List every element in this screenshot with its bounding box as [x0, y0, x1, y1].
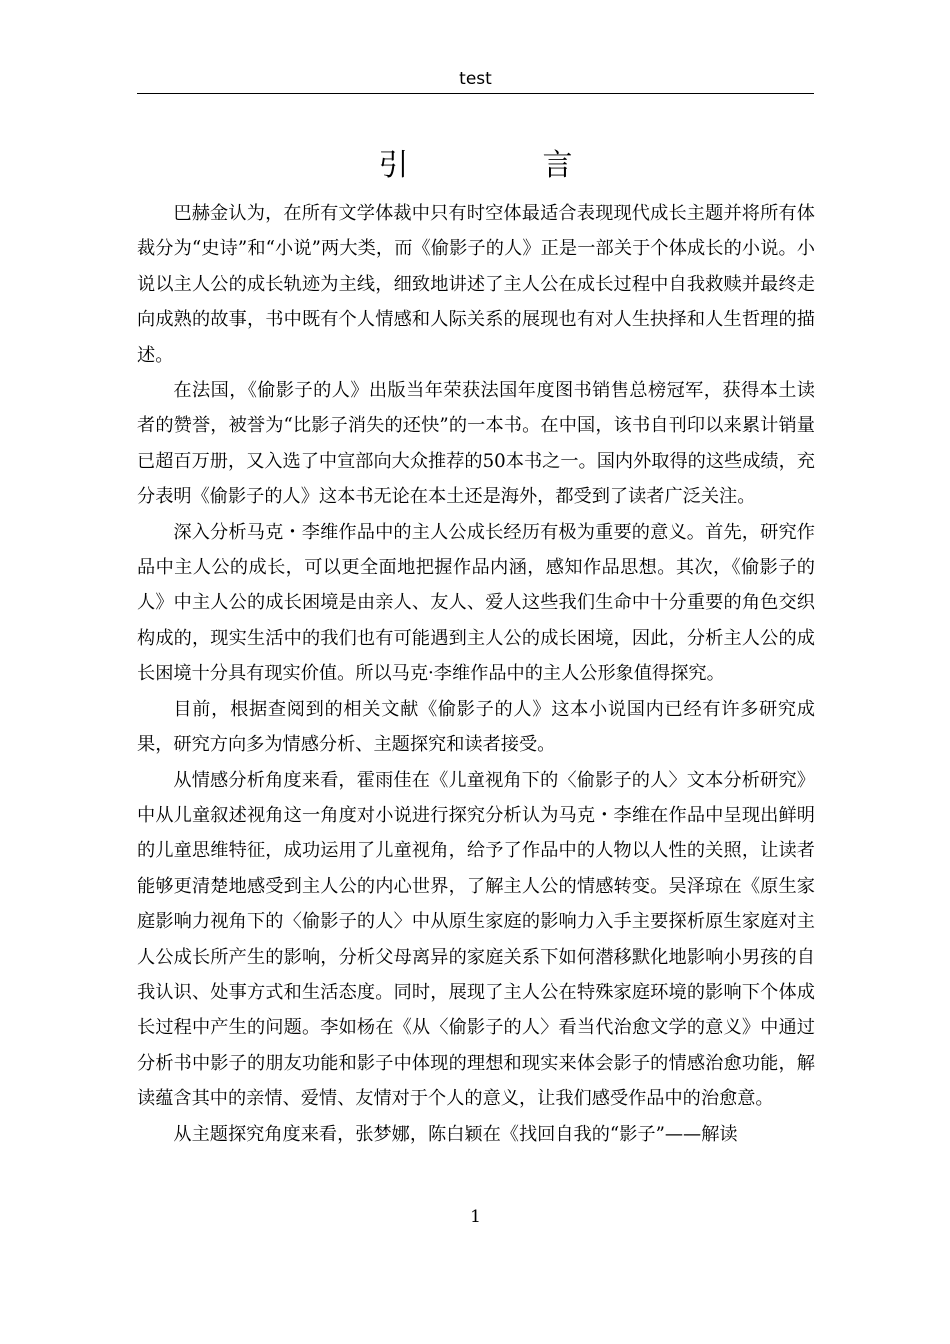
paragraph: 在法国，《偷影子的人》出版当年荣获法国年度图书销售总榜冠军，获得本土读者的赞誉，被誉为“比影子消失的还快”的一本书。在中国，该书自刊印以来累计销量已超百万册，又入选了中宣部向大众推荐的50本书之一。国内外取得的这些成绩，充分表明《偷影子的人》这本书无论在本土还是海外，都受到了读者广泛关注。 — [137, 380, 815, 508]
body-text — [137, 196, 815, 1152]
paragraph: 从主题探究角度来看，张梦娜，陈白颖在《找回自我的“影子”——解读 — [173, 1123, 738, 1145]
paragraph: 巴赫金认为，在所有文学体裁中只有时空体最适合表现现代成长主题并将所有体裁分为“史诗”和“小说”两大类，而《偷影子的人》正是一部关于个体成长的小说。小说以主人公的成长轨迹为主线，细致地讲述了主人公在成长过程中自我救赎并最终走向成熟的故事，书中既有个人情感和人际关系的展现也有对人生抉择和人生哲理的描述。 — [137, 203, 815, 366]
page-number: 1 — [470, 1207, 481, 1227]
paragraph: 深入分析马克・李维作品中的主人公成长经历有极为重要的意义。首先，研究作品中主人公的成长，可以更全面地把握作品内涵，感知作品思想。其次，《偷影子的人》中主人公的成长困境是由亲人、友人、爱人这些我们生命中十分重要的角色交织构成的，现实生活中的我们也有可能遇到主人公的成长困境，因此，分析主人公的成长困境十分具有现实价值。所以马克·李维作品中的主人公形象值得探究。 — [137, 521, 815, 685]
header-text: test — [459, 69, 492, 89]
paragraph: 从情感分析角度来看，霍雨佳在《儿童视角下的〈偷影子的人〉文本分析研究》中从儿童叙述视角这一角度对小说进行探究分析认为马克・李维在作品中呈现出鲜明的儿童思维特征，成功运用了儿童视角，给予了作品中的人物以人性的关照，让读者能够更清楚地感受到主人公的内心世界，了解主人公的情感转变。吴泽琼在《原生家庭影响力视角下的〈偷影子的人〉中从原生家庭的影响力入手主要探析原生家庭对主人公成长所产生的影响，分析父母离异的家庭关系下如何潜移默化地影响小男孩的自我认识、处事方式和生活态度。同时，展现了主人公在特殊家庭环境的影响下个体成长过程中产生的问题。李如杨在《从〈偷影子的人〉看当代治愈文学的意义》中通过分析书中影子的朋友功能和影子中体现的理想和现实来体会影子的情感治愈功能，解读蕴含其中的亲情、爱情、友情对于个人的意义，让我们感受作品中的治愈意。 — [137, 769, 815, 1110]
paragraph: 目前，根据查阅到的相关文献《偷影子的人》这本小说国内已经有许多研究成果，研究方向多为情感分析、主题探究和读者接受。 — [137, 698, 815, 756]
page-header — [137, 66, 814, 94]
page-title: 引 言 — [378, 148, 625, 183]
